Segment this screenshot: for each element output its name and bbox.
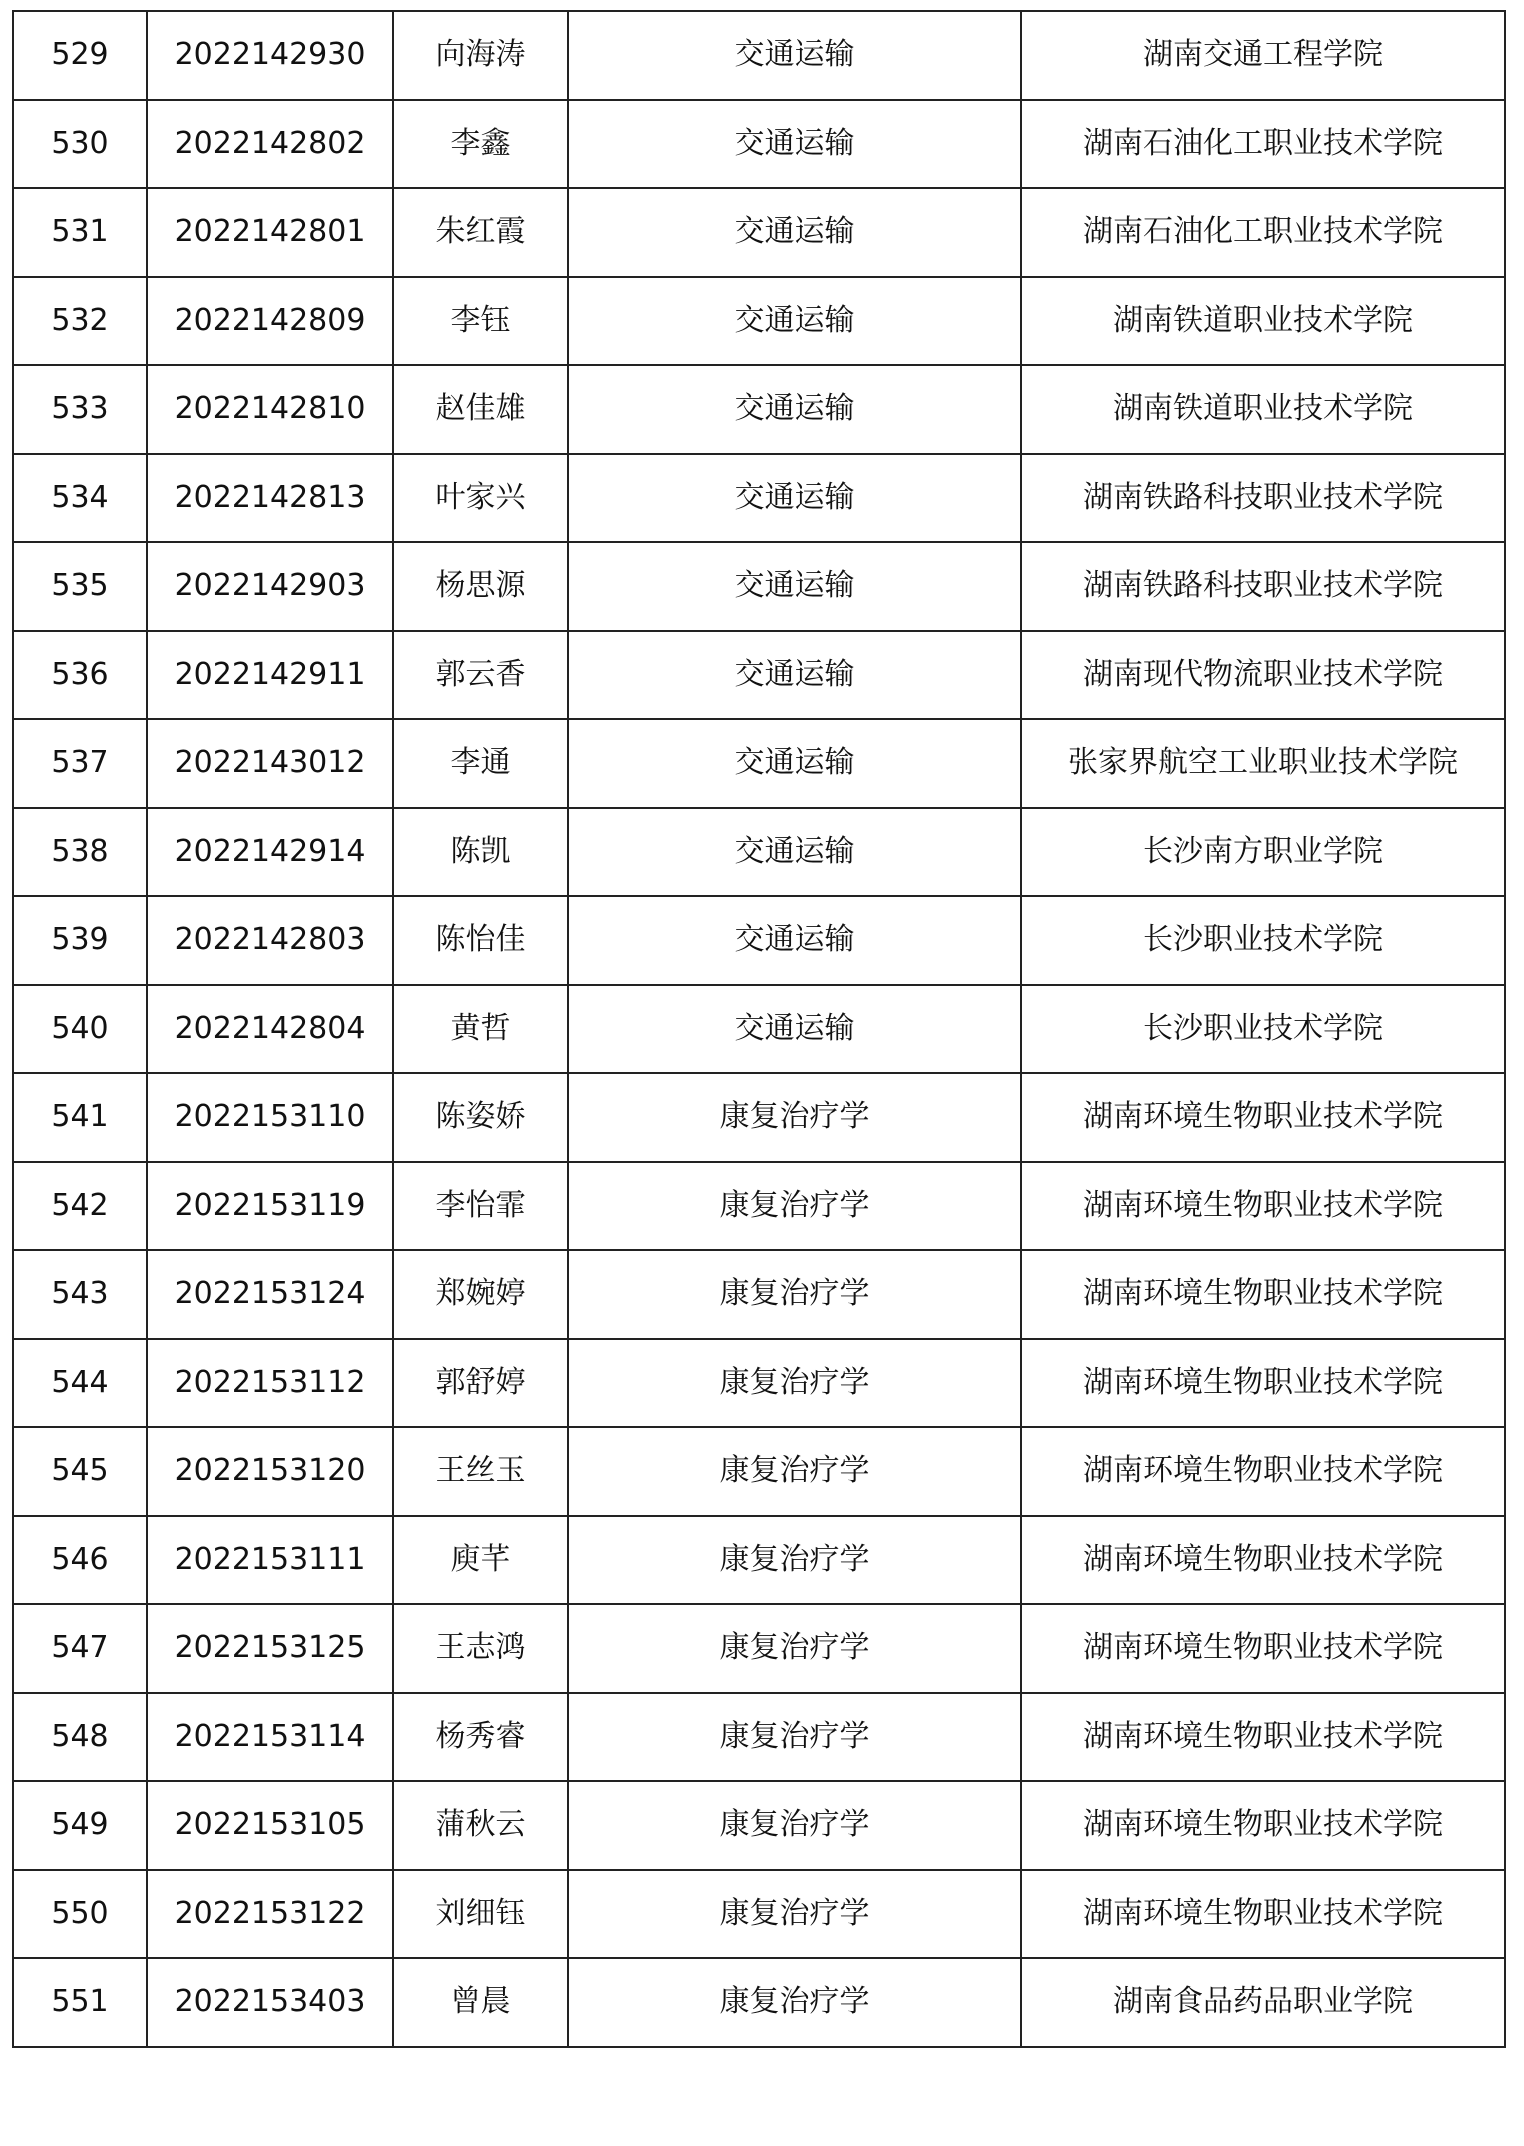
student-id: 2022142903 <box>147 542 393 631</box>
row-index: 544 <box>13 1339 147 1428</box>
major: 交通运输 <box>568 11 1021 100</box>
student-name: 赵佳雄 <box>393 365 568 454</box>
major: 交通运输 <box>568 542 1021 631</box>
student-name: 陈姿娇 <box>393 1073 568 1162</box>
school: 湖南环境生物职业技术学院 <box>1021 1604 1505 1693</box>
major: 康复治疗学 <box>568 1958 1021 2047</box>
table-row <box>13 1870 1505 1959</box>
school: 湖南铁路科技职业技术学院 <box>1021 454 1505 543</box>
row-index: 531 <box>13 188 147 277</box>
major: 康复治疗学 <box>568 1073 1021 1162</box>
school: 湖南石油化工职业技术学院 <box>1021 188 1505 277</box>
row-index: 540 <box>13 985 147 1074</box>
row-index: 534 <box>13 454 147 543</box>
row-index: 550 <box>13 1870 147 1959</box>
student-name: 曾晨 <box>393 1958 568 2047</box>
student-id: 2022142803 <box>147 896 393 985</box>
major: 交通运输 <box>568 896 1021 985</box>
school: 湖南环境生物职业技术学院 <box>1021 1073 1505 1162</box>
student-name: 郭舒婷 <box>393 1339 568 1428</box>
student-name: 王志鸿 <box>393 1604 568 1693</box>
table-row <box>13 454 1505 543</box>
row-index: 539 <box>13 896 147 985</box>
major: 交通运输 <box>568 719 1021 808</box>
row-index: 541 <box>13 1073 147 1162</box>
student-name: 庾芊 <box>393 1516 568 1605</box>
row-index: 529 <box>13 11 147 100</box>
student-id: 2022142911 <box>147 631 393 720</box>
row-index: 551 <box>13 1958 147 2047</box>
row-index: 549 <box>13 1781 147 1870</box>
student-id: 2022142930 <box>147 11 393 100</box>
school: 湖南铁道职业技术学院 <box>1021 365 1505 454</box>
major: 交通运输 <box>568 808 1021 897</box>
row-index: 536 <box>13 631 147 720</box>
student-id: 2022142804 <box>147 985 393 1074</box>
student-id: 2022153120 <box>147 1427 393 1516</box>
table-row <box>13 1958 1505 2047</box>
row-index: 546 <box>13 1516 147 1605</box>
major: 交通运输 <box>568 277 1021 366</box>
student-id: 2022153105 <box>147 1781 393 1870</box>
school: 湖南环境生物职业技术学院 <box>1021 1516 1505 1605</box>
major: 康复治疗学 <box>568 1339 1021 1428</box>
student-name: 杨秀睿 <box>393 1693 568 1782</box>
student-name: 黄哲 <box>393 985 568 1074</box>
table-row <box>13 542 1505 631</box>
school: 湖南环境生物职业技术学院 <box>1021 1870 1505 1959</box>
student-id: 2022153114 <box>147 1693 393 1782</box>
school: 湖南环境生物职业技术学院 <box>1021 1250 1505 1339</box>
student-name: 刘细钰 <box>393 1870 568 1959</box>
school: 湖南环境生物职业技术学院 <box>1021 1162 1505 1251</box>
table-row <box>13 1073 1505 1162</box>
table-row <box>13 11 1505 100</box>
major: 康复治疗学 <box>568 1781 1021 1870</box>
major: 康复治疗学 <box>568 1870 1021 1959</box>
student-name: 向海涛 <box>393 11 568 100</box>
student-name: 李鑫 <box>393 100 568 189</box>
table-row <box>13 631 1505 720</box>
student-id: 2022142813 <box>147 454 393 543</box>
school: 长沙南方职业学院 <box>1021 808 1505 897</box>
major: 交通运输 <box>568 454 1021 543</box>
table-row <box>13 896 1505 985</box>
roster-table <box>12 10 1506 2048</box>
major: 交通运输 <box>568 631 1021 720</box>
row-index: 533 <box>13 365 147 454</box>
row-index: 545 <box>13 1427 147 1516</box>
student-id: 2022153122 <box>147 1870 393 1959</box>
student-id: 2022142914 <box>147 808 393 897</box>
table-row <box>13 1250 1505 1339</box>
school: 湖南环境生物职业技术学院 <box>1021 1693 1505 1782</box>
major: 交通运输 <box>568 100 1021 189</box>
student-name: 杨思源 <box>393 542 568 631</box>
school: 湖南石油化工职业技术学院 <box>1021 100 1505 189</box>
student-name: 蒲秋云 <box>393 1781 568 1870</box>
table-row <box>13 365 1505 454</box>
major: 康复治疗学 <box>568 1604 1021 1693</box>
student-name: 李通 <box>393 719 568 808</box>
major: 交通运输 <box>568 188 1021 277</box>
table-row <box>13 1693 1505 1782</box>
table-row <box>13 985 1505 1074</box>
school: 湖南环境生物职业技术学院 <box>1021 1781 1505 1870</box>
student-name: 朱红霞 <box>393 188 568 277</box>
school: 湖南交通工程学院 <box>1021 11 1505 100</box>
student-name: 郭云香 <box>393 631 568 720</box>
row-index: 535 <box>13 542 147 631</box>
student-id: 2022153112 <box>147 1339 393 1428</box>
row-index: 538 <box>13 808 147 897</box>
student-name: 李钰 <box>393 277 568 366</box>
table-row <box>13 1339 1505 1428</box>
student-id: 2022153403 <box>147 1958 393 2047</box>
table-row <box>13 808 1505 897</box>
student-id: 2022153124 <box>147 1250 393 1339</box>
major: 康复治疗学 <box>568 1162 1021 1251</box>
student-id: 2022153110 <box>147 1073 393 1162</box>
table-row <box>13 1162 1505 1251</box>
student-id: 2022153125 <box>147 1604 393 1693</box>
major: 康复治疗学 <box>568 1693 1021 1782</box>
student-id: 2022142802 <box>147 100 393 189</box>
table-row <box>13 1781 1505 1870</box>
table-row <box>13 277 1505 366</box>
school: 湖南食品药品职业学院 <box>1021 1958 1505 2047</box>
student-id: 2022153111 <box>147 1516 393 1605</box>
row-index: 537 <box>13 719 147 808</box>
row-index: 543 <box>13 1250 147 1339</box>
student-name: 陈凯 <box>393 808 568 897</box>
row-index: 530 <box>13 100 147 189</box>
row-index: 547 <box>13 1604 147 1693</box>
school: 张家界航空工业职业技术学院 <box>1021 719 1505 808</box>
school: 长沙职业技术学院 <box>1021 896 1505 985</box>
table-row <box>13 1604 1505 1693</box>
student-name: 李怡霏 <box>393 1162 568 1251</box>
student-name: 郑婉婷 <box>393 1250 568 1339</box>
student-id: 2022142810 <box>147 365 393 454</box>
row-index: 542 <box>13 1162 147 1251</box>
major: 康复治疗学 <box>568 1427 1021 1516</box>
table-row <box>13 1427 1505 1516</box>
student-name: 叶家兴 <box>393 454 568 543</box>
major: 康复治疗学 <box>568 1516 1021 1605</box>
school: 长沙职业技术学院 <box>1021 985 1505 1074</box>
school: 湖南现代物流职业技术学院 <box>1021 631 1505 720</box>
table-row <box>13 719 1505 808</box>
table-row <box>13 1516 1505 1605</box>
student-id: 2022142801 <box>147 188 393 277</box>
row-index: 548 <box>13 1693 147 1782</box>
school: 湖南铁道职业技术学院 <box>1021 277 1505 366</box>
table-row <box>13 100 1505 189</box>
school: 湖南环境生物职业技术学院 <box>1021 1427 1505 1516</box>
row-index: 532 <box>13 277 147 366</box>
major: 交通运输 <box>568 985 1021 1074</box>
table-row <box>13 188 1505 277</box>
student-name: 王丝玉 <box>393 1427 568 1516</box>
school: 湖南环境生物职业技术学院 <box>1021 1339 1505 1428</box>
school: 湖南铁路科技职业技术学院 <box>1021 542 1505 631</box>
roster-body <box>13 11 1505 2047</box>
student-id: 2022143012 <box>147 719 393 808</box>
student-id: 2022153119 <box>147 1162 393 1251</box>
major: 康复治疗学 <box>568 1250 1021 1339</box>
student-id: 2022142809 <box>147 277 393 366</box>
major: 交通运输 <box>568 365 1021 454</box>
student-name: 陈怡佳 <box>393 896 568 985</box>
